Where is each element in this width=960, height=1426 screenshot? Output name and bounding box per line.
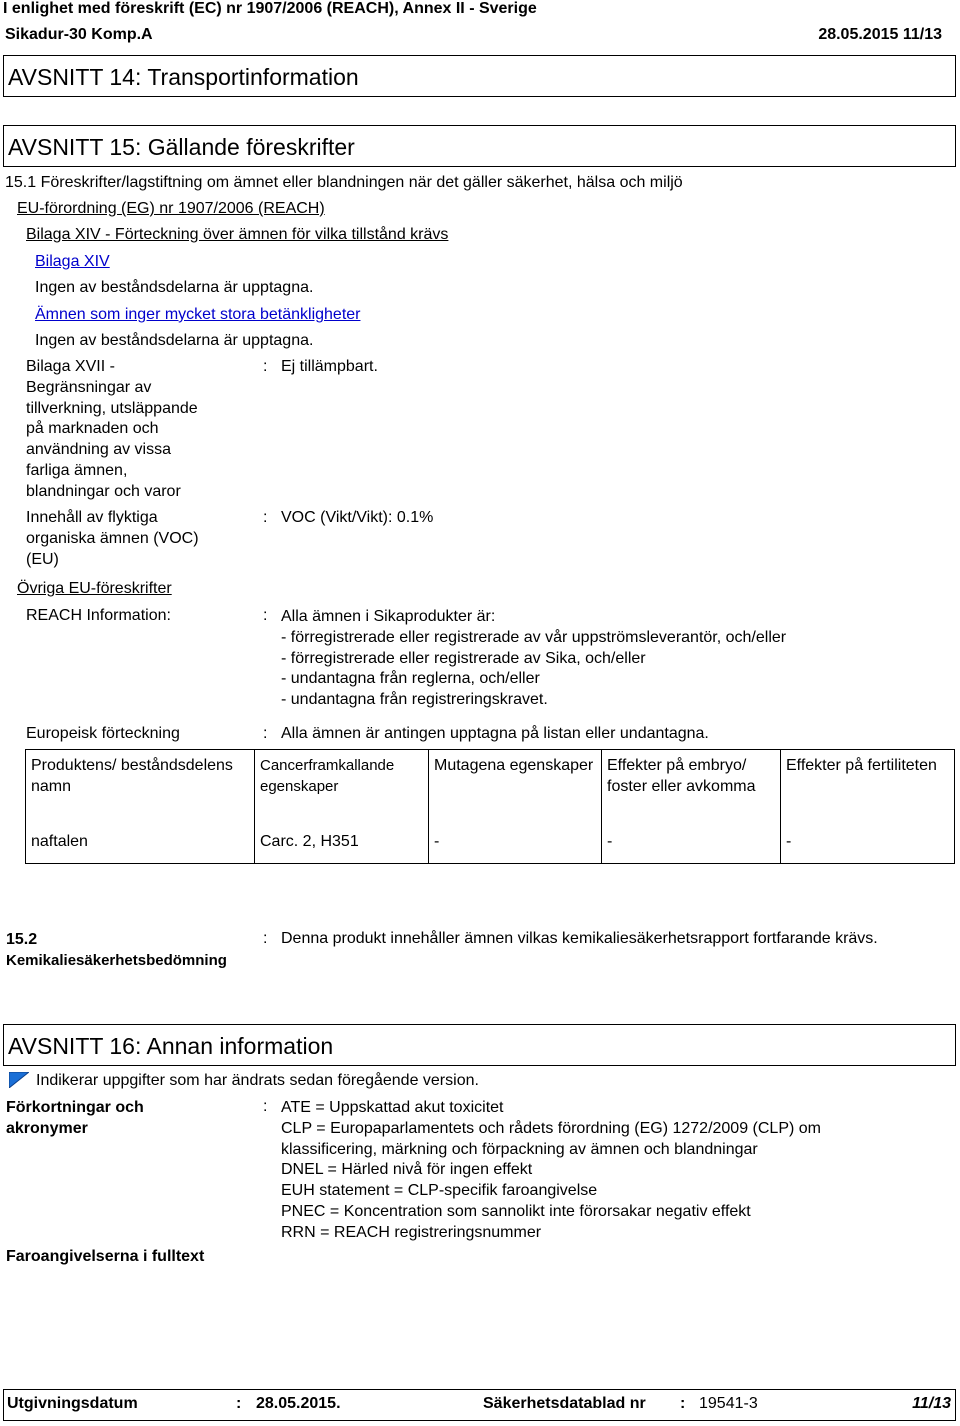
issue-date-value: 28.05.2015. (256, 1395, 341, 1412)
subsection-15-2-number: 15.2 (6, 931, 38, 948)
abbrev-label-line: akronymer (6, 1119, 88, 1137)
section-14-title: AVSNITT 14: Transportinformation (8, 64, 359, 90)
reach-line: - förregistrerade eller registrerade av vår uppströmsleverantör, och/eller (281, 628, 787, 646)
table-header-cell: Mutagena egenskaper (429, 750, 602, 827)
issue-date-colon: : (236, 1395, 242, 1412)
annex17-colon: : (263, 358, 268, 375)
reach-line: - förregistrerade eller registrerade av Sika, och/eller (281, 649, 646, 667)
annex17-label-line: farliga ämnen, (26, 461, 128, 479)
voc-value: VOC (Vikt/Vikt): 0.1% (281, 509, 434, 526)
annex17-label-line: tillverkning, utsläppande (26, 399, 198, 417)
voc-colon: : (263, 509, 268, 526)
section-16-header (3, 1024, 956, 1066)
abbrev-lines (281, 1098, 821, 1244)
reach-line: - undantagna från registreringskravet. (281, 691, 548, 709)
sds-number-colon: : (680, 1395, 686, 1412)
svhc-link[interactable]: Ämnen som inger mycket stora betänkligheter (35, 306, 361, 323)
table-cell: - (429, 826, 602, 863)
annex17-label-line: Begränsningar av (26, 378, 152, 396)
subsection-15-2-title: Kemikaliesäkerhetsbedömning (6, 951, 227, 969)
annex14-link[interactable]: Bilaga XIV (35, 253, 110, 270)
issue-date-label: Utgivningsdatum (7, 1395, 138, 1412)
document-header-title: I enlighet med föreskrift (EC) nr 1907/2006 (REACH), Annex II - Sverige (3, 0, 537, 17)
reach-line: - undantagna från reglerna, och/eller (281, 670, 540, 688)
footer-box (3, 1389, 956, 1421)
subsection-15-2-colon: : (263, 930, 268, 947)
annex14-heading: Bilaga XIV - Förteckning över ämnen för vilka tillstånd krävs (26, 226, 449, 243)
section-15-title: AVSNITT 15: Gällande föreskrifter (8, 134, 355, 160)
annex17-label-line: på marknaden och (26, 420, 159, 438)
voc-label-line: organiska ämnen (VOC) (26, 529, 199, 547)
annex17-label-line: blandningar och varor (26, 482, 181, 500)
sds-number-value: 19541-3 (699, 1395, 758, 1412)
hazard-fulltext-label: Faroangivelserna i fulltext (6, 1248, 205, 1265)
table-header-row (26, 750, 955, 827)
abbrev-line: CLP = Europaparlamentets och rådets förordning (EG) 1272/2009 (CLP) om (281, 1119, 821, 1137)
voc-label-line: Innehåll av flyktiga (26, 509, 158, 526)
footer-page-number: 11/13 (912, 1395, 951, 1412)
abbrev-label (6, 1098, 144, 1140)
eu-regulation-heading: EU-förordning (EG) nr 1907/2006 (REACH) (17, 200, 325, 217)
table-header-cell: Cancerframkallande egenskaper (255, 750, 429, 827)
abbrev-line: klassificering, märkning och förpackning av ämnen och blandningar (281, 1140, 758, 1158)
abbrev-label-line: Förkortningar och (6, 1099, 144, 1116)
date-page: 28.05.2015 11/13 (818, 26, 942, 43)
blue-triangle-icon (9, 1072, 29, 1088)
inventory-colon: : (263, 725, 268, 742)
subsection-15-2-value: Denna produkt innehåller ämnen vilkas kemikaliesäkerhetsrapport fortfarande krävs. (281, 930, 878, 947)
section-16-title: AVSNITT 16: Annan information (8, 1033, 334, 1059)
substance-table (25, 749, 955, 864)
reach-label: REACH Information: (26, 607, 171, 624)
reach-lines (281, 607, 786, 711)
abbrev-line: EUH statement = CLP-specifik faroangivelse (281, 1182, 598, 1200)
abbrev-colon: : (263, 1098, 268, 1115)
sds-number-label: Säkerhetsdatablad nr (483, 1395, 646, 1412)
abbrev-line: PNEC = Koncentration som sannolikt inte förorsakar negativ effekt (281, 1202, 751, 1220)
voc-label-line: (EU) (26, 550, 59, 568)
table-header-cell: Effekter på fertiliteten (781, 750, 955, 827)
product-name: Sikadur-30 Komp.A (5, 26, 153, 43)
subsection-15-1: 15.1 Föreskrifter/lagstiftning om ämnet eller blandningen när det gäller säkerhet, hälsa och miljö (5, 174, 683, 191)
table-cell: naftalen (26, 826, 255, 863)
annex14-text: Ingen av beståndsdelarna är upptagna. (35, 279, 314, 296)
annex17-label (26, 357, 198, 503)
abbrev-line: ATE = Uppskattad akut toxicitet (281, 1099, 504, 1116)
annex17-label-line: användning av vissa (26, 441, 171, 459)
reach-line: Alla ämnen i Sikaprodukter är: (281, 608, 496, 625)
table-cell: - (781, 826, 955, 863)
other-eu-heading: Övriga EU-föreskrifter (17, 580, 172, 597)
voc-label (26, 508, 199, 570)
table-header-cell: Produktens/ beståndsdelens namn (26, 750, 255, 827)
annex17-label-line: Bilaga XVII - (26, 358, 115, 375)
subsection-15-2-label (6, 930, 227, 972)
abbrev-line: RRN = REACH registreringsnummer (281, 1223, 542, 1241)
inventory-value: Alla ämnen är antingen upptagna på listan eller undantagna. (281, 725, 709, 742)
section-15-header (3, 125, 956, 167)
change-note: Indikerar uppgifter som har ändrats sedan föregående version. (36, 1072, 479, 1089)
section-14-header (3, 55, 956, 97)
table-row (26, 826, 955, 863)
table-cell: - (602, 826, 781, 863)
abbrev-line: DNEL = Härled nivå för ingen effekt (281, 1161, 533, 1179)
table-cell: Carc. 2, H351 (255, 826, 429, 863)
svhc-text: Ingen av beståndsdelarna är upptagna. (35, 332, 314, 349)
reach-colon: : (263, 607, 268, 624)
annex17-value: Ej tillämpbart. (281, 358, 378, 375)
table-header-cell: Effekter på embryo/ foster eller avkomma (602, 750, 781, 827)
inventory-label: Europeisk förteckning (26, 725, 180, 742)
